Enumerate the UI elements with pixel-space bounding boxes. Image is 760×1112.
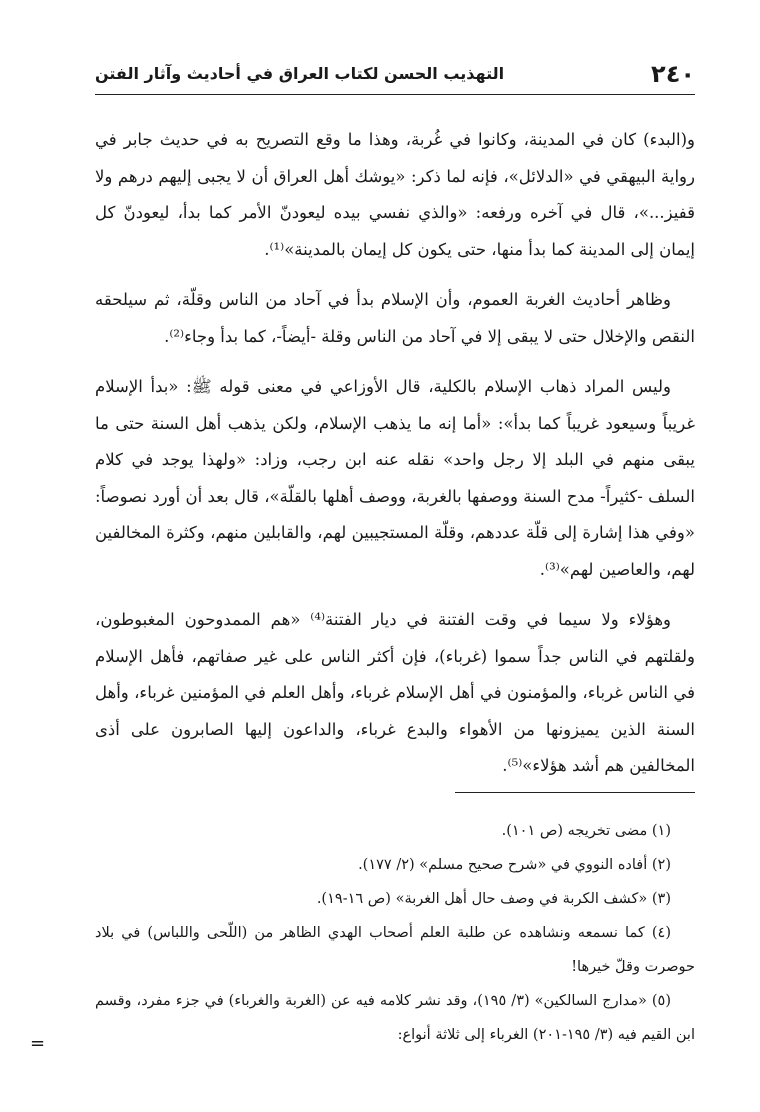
running-title: التهذيب الحسن لكتاب العراق في أحاديث وآثار الفتن [95,64,505,83]
paragraph-3: وليس المراد ذهاب الإسلام بالكلية، قال الأوزاعي في معنى قوله ﷺ: «بدأ الإسلام غريباً وسيعود غريباً كما بدأ»: «أما إنه ما يذهب الإسلام، ولكن يذهب أهل السنة حتى ما يبقى منهم في البلد إلا رجل واحد» نقله عنه ابن رجب، وزاد: «ولهذا يوجد في كلام السلف -كثيراً- مدح السنة ووصفها بالغربة، ووصف أهلها بالقلّة»، قال بعد أن أورد نصوصاً: «وفي هذا إشارة إلى قلّة عددهم، وقلّة المستجيبين لهم، والقابلين منهم، وكثرة المخالفين لهم، والعاصين لهم»⁽³⁾. [95,377,695,579]
paragraph-4: وهؤلاء ولا سيما في وقت الفتنة في ديار الفتنة⁽⁴⁾ «هم الممدوحون المغبوطون، ولقلتهم في الناس جداً سموا (غرباء)، فإن أكثر الناس على غير صفاتهم، فأهل الإسلام في الناس غرباء، والمؤمنون في أهل الإسلام غرباء، وأهل العلم في المؤمنين غرباء، وأهل السنة الذين يميزونها من الأهواء والبدع غرباء، والداعون إليها الصابرون على أذى المخالفين هم أشد هؤلاء»⁽⁵⁾. [95,610,695,775]
footnote-separator [455,792,695,793]
paragraph-2: وظاهر أحاديث الغربة العموم، وأن الإسلام بدأ في آحاد من الناس وقلّة، ثم سيلحقه النقص والإخلال حتى لا يبقى إلا في آحاد من الناس وقلة -أيضاً-، كما بدأ وجاء⁽²⁾. [95,290,695,346]
footnotes [95,814,695,1052]
footnote-2: (٢) أفاده النووي في «شرح صحيح مسلم» (٢/ ١٧٧). [358,857,671,873]
continuation-mark: = [30,1033,46,1054]
page-header [95,52,695,94]
main-text [95,122,695,799]
paragraph-1: و(البدء) كان في المدينة، وكانوا في غُربة، وهذا ما وقع التصريح به في حديث جابر في رواية البيهقي في «الدلائل»، فإنه لما ذكر: «يوشك أهل العراق أن لا يجبى إليهم درهم ولا قفيز...»، قال في آخره ورفعه: «والذي نفسي بيده ليعودنّ الأمر كما بدأ، ليعودنّ كل إيمان إلى المدينة كما بدأ منها، حتى يكون كل إيمان بالمدينة»⁽¹⁾. [95,130,695,259]
footnote-4: (٤) كما نسمعه ونشاهده عن طلبة العلم أصحاب الهدي الظاهر من (اللّحى واللباس) في بلاد حوصرت وقلّ خيرها! [95,925,695,975]
page-number: ٢٤٠ [651,60,695,88]
footnote-1: (١) مضى تخريجه (ص ١٠١). [501,823,671,839]
footnote-5: (٥) «مدارج السالكين» (٣/ ١٩٥)، وقد نشر كلامه فيه عن (الغربة والغرباء) في جزء مفرد، وقسم ابن القيم فيه (٣/ ١٩٥-٢٠١) الغرباء إلى ثلاثة أنواع: [95,993,695,1043]
header-rule [95,94,695,95]
footnote-3: (٣) «كشف الكربة في وصف حال أهل الغربة» (ص ١٦-١٩). [316,891,671,907]
